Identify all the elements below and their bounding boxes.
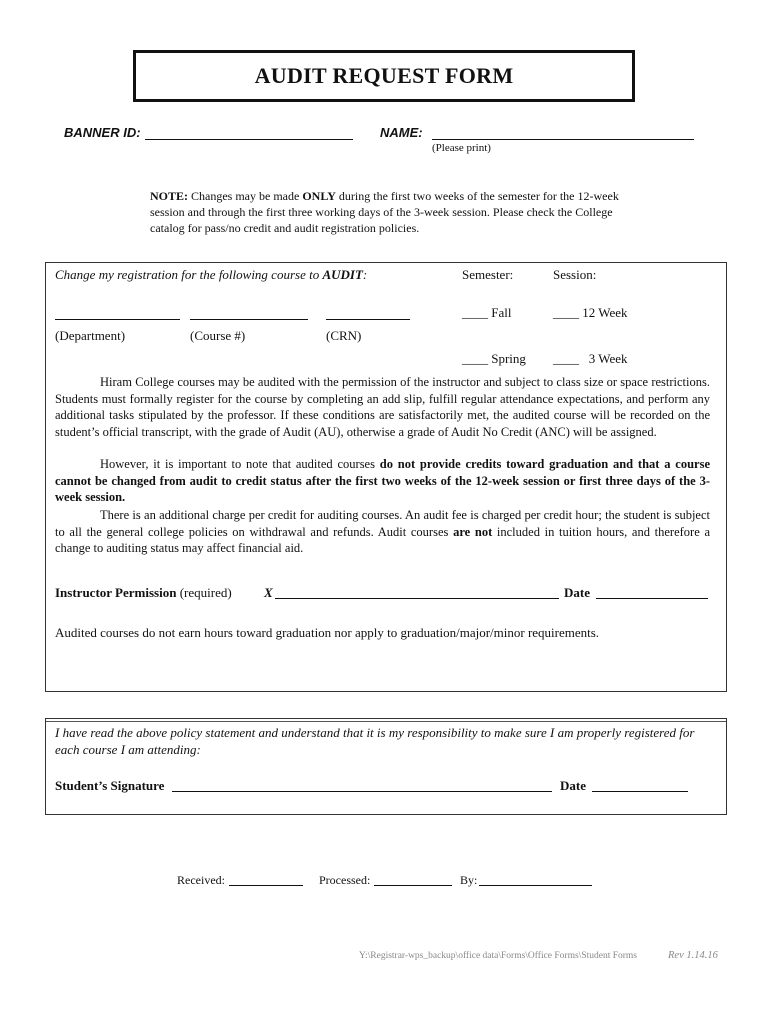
- three-week-option[interactable]: [553, 351, 628, 367]
- required-note: (required): [176, 585, 232, 600]
- warning-text: However, it is important to note that audited courses: [100, 457, 380, 471]
- form-title: AUDIT REQUEST FORM: [254, 63, 514, 88]
- note-lead: NOTE:: [150, 189, 189, 203]
- course-number-caption: (Course #): [190, 328, 246, 343]
- name-field[interactable]: [432, 139, 694, 140]
- policy-text: Hiram College courses may be audited with the permission of the instructor and subject to class size or space restrictions. Students must formally register for the course by completing an add slip, fulfill regular attendance expectations, and perform any additional tasks stipulated by the professor. If these conditions are satisfactorily met, the audited course will be recorded on the student’s official transcript, with the grade of Audit (AU), otherwise a grade of Audit No Credit (ANC) will be assigned.: [55, 375, 710, 439]
- revision-footer: Rev 1.14.16: [668, 950, 718, 961]
- change-text: Change my registration for the following course to: [55, 267, 323, 282]
- acknowledgement-statement: I have read the above policy statement and understand that it is my responsibility to make sure I am properly registered for each course I am attending:: [55, 725, 695, 757]
- instructor-permission-label: [55, 585, 232, 601]
- note-text-1: Changes may be made: [188, 189, 303, 203]
- change-colon: :: [362, 267, 368, 282]
- student-signature-label: Student’s Signature: [55, 778, 165, 793]
- change-registration-text: [55, 267, 367, 283]
- instructor-date-label: Date: [564, 585, 590, 600]
- fee-text: There is an additional charge per credit for auditing courses. An audit fee is charged per credit hour; the student is subject to all the general college policies on withdrawal and refunds. Audit courses: [55, 508, 710, 539]
- crn-caption: (CRN): [326, 328, 362, 343]
- twelve-week-blank: ____: [553, 305, 579, 320]
- session-label: Session:: [553, 267, 597, 282]
- title-box: [133, 50, 635, 102]
- fall-label: Fall: [491, 305, 512, 320]
- student-date-field[interactable]: [592, 791, 688, 792]
- fee-text-end: included in tuition hours, and therefore a change to auditing status may affect financial aid.: [55, 524, 710, 555]
- three-week-blank: ____: [553, 351, 579, 366]
- instructor-date-field[interactable]: [596, 598, 708, 599]
- fall-option[interactable]: [462, 305, 511, 321]
- department-caption: (Department): [55, 328, 126, 343]
- spring-label: Spring: [491, 351, 526, 366]
- department-field[interactable]: [55, 319, 180, 320]
- file-path-footer: Y:\Registrar-wps_backup\office data\Forms\Office Forms\Student Forms: [359, 951, 638, 961]
- processed-label: Processed:: [319, 873, 371, 887]
- processed-field[interactable]: [374, 885, 452, 886]
- three-week-label: 3 Week: [588, 351, 628, 366]
- spring-blank: ____: [462, 351, 488, 366]
- spring-option[interactable]: [462, 351, 526, 367]
- instructor-label: Instructor Permission: [55, 585, 177, 600]
- by-field[interactable]: [479, 885, 592, 886]
- fee-paragraph: [55, 507, 710, 557]
- audit-word: AUDIT: [322, 267, 363, 282]
- credit-warning-paragraph: [55, 456, 710, 506]
- student-signature-field[interactable]: [172, 791, 552, 792]
- warning-end: .: [122, 490, 126, 504]
- banner-id-label: BANNER ID:: [64, 125, 141, 140]
- received-label: Received:: [177, 873, 225, 887]
- note-text-2: during the first two weeks of the semester for the 12-week session and through the first three working days of the 3-week session. Please check the College catalog for pass/no credit and audit registration policies.: [150, 189, 619, 235]
- note-only: ONLY: [302, 189, 336, 203]
- twelve-week-option[interactable]: [553, 305, 628, 321]
- crn-field[interactable]: [326, 319, 410, 320]
- signature-x-mark: X: [264, 585, 273, 600]
- instructor-signature-field[interactable]: [275, 598, 559, 599]
- semester-label: Semester:: [462, 267, 514, 282]
- twelve-week-label: 12 Week: [582, 305, 628, 320]
- fee-bold-text: are not: [453, 524, 493, 539]
- banner-id-field[interactable]: [145, 139, 353, 140]
- warning-bold-text: do not provide credits toward graduation and that a course cannot be changed from audit to credit status after the first two weeks of the 12-week session or first three days of the 3-week session: [55, 457, 710, 504]
- student-date-label: Date: [560, 778, 586, 793]
- note-paragraph: [150, 188, 650, 236]
- name-label: NAME:: [380, 125, 423, 140]
- by-label: By:: [460, 873, 478, 887]
- course-number-field[interactable]: [190, 319, 308, 320]
- audit-policy-paragraph: [55, 374, 710, 440]
- no-hours-notice: Audited courses do not earn hours toward graduation nor apply to graduation/major/minor requirements.: [55, 625, 600, 640]
- fall-blank: ____: [462, 305, 488, 320]
- received-field[interactable]: [229, 885, 303, 886]
- please-print-hint: (Please print): [432, 142, 491, 154]
